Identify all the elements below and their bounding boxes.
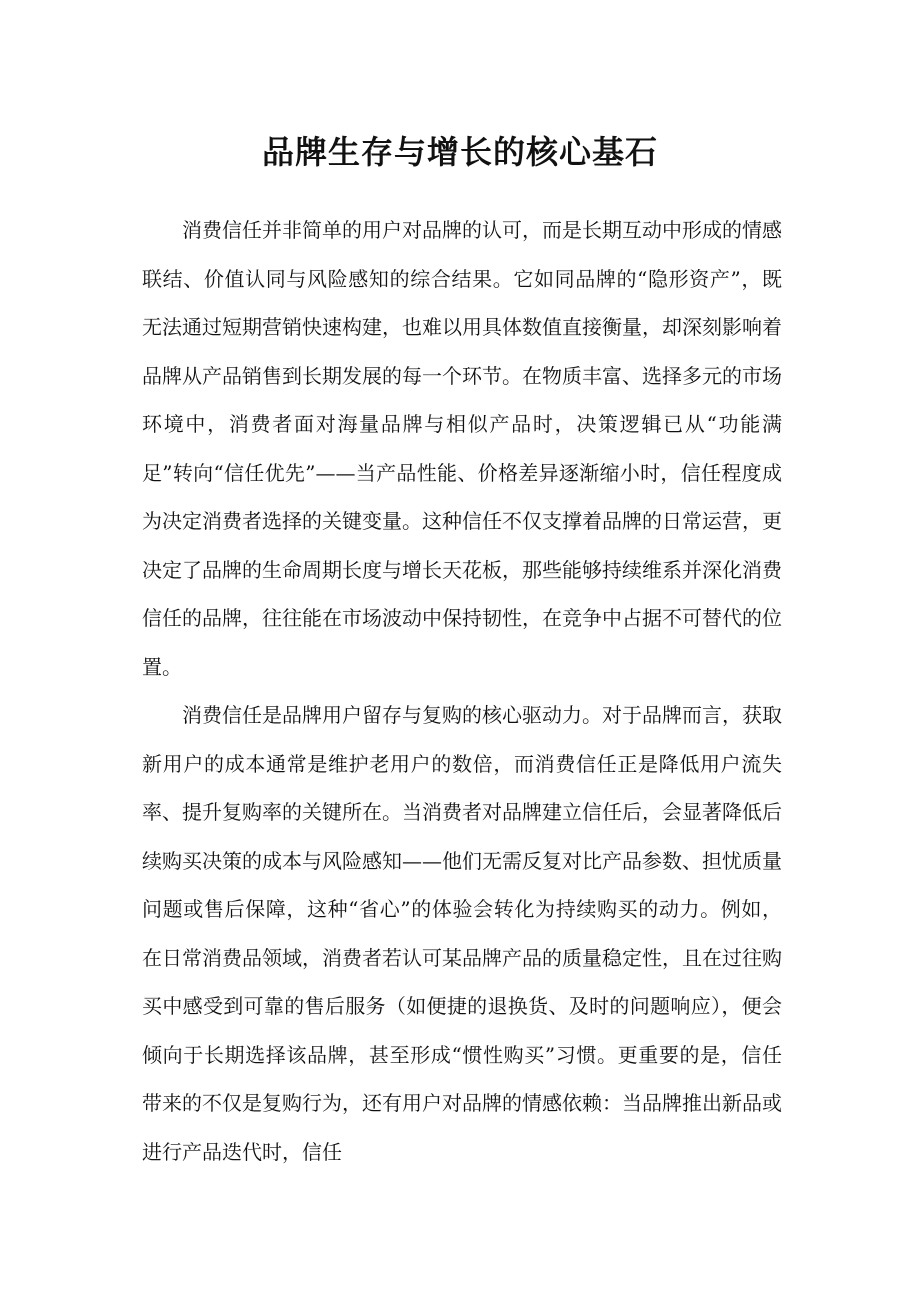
paragraph-1: 消费信任并非简单的用户对品牌的认可，而是长期互动中形成的情感联结、价值认同与风险感知的综合结果。它如同品牌的“隐形资产”，既无法通过短期营销快速构建，也难以用具体数值直接衡量，却深刻影响着品牌从产品销售到长期发展的每一个环节。在物质丰富、选择多元的市场环境中，消费者面对海量品牌与相似产品时，决策逻辑已从“功能满足”转向“信任优先”——当产品性能、价格差异逐渐缩小时，信任程度成为决定消费者选择的关键变量。这种信任不仅支撑着品牌的日常运营，更决定了品牌的生命周期长度与增长天花板，那些能够持续维系并深化消费信任的品牌，往往能在市场波动中保持韧性，在竞争中占据不可替代的位置。 [142, 218, 782, 679]
document-body [142, 206, 782, 1176]
document-title: 品牌生存与增长的核心基石 [261, 133, 658, 171]
paragraph-2: 消费信任是品牌用户留存与复购的核心驱动力。对于品牌而言，获取新用户的成本通常是维护老用户的数倍，而消费信任正是降低用户流失率、提升复购率的关键所在。当消费者对品牌建立信任后，会显著降低后续购买决策的成本与风险感知——他们无需反复对比产品参数、担忧质量问题或售后保障，这种“省心”的体验会转化为持续购买的动力。例如，在日常消费品领域，消费者若认可某品牌产品的质量稳定性，且在过往购买中感受到可靠的售后服务（如便捷的退换货、及时的问题响应），便会倾向于长期选择该品牌，甚至形成“惯性购买”习惯。更重要的是，信任带来的不仅是复购行为，还有用户对品牌的情感依赖：当品牌推出新品或进行产品迭代时，信任 [142, 703, 782, 1164]
